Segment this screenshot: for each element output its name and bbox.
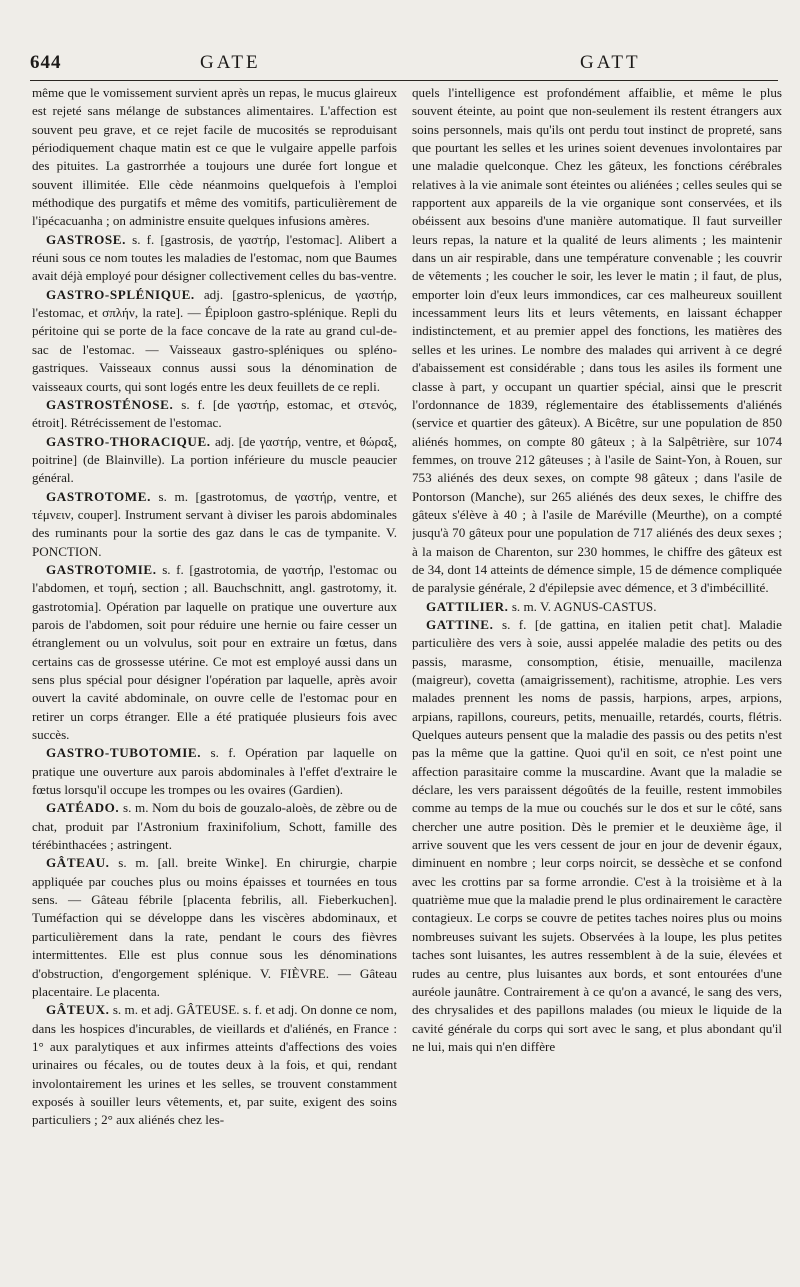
entry-text: s. m. [gastrotomus, de γαστήρ, ventre, et τέμνειν, couper]. Instrument servant à diviser les parois abdominales des ruminants pour la sortie des gaz dans le cas de tympanite. V. PONCTION. xyxy=(32,488,397,559)
entry-headword: GATTILIER. xyxy=(426,598,509,614)
entry-text: adj. [de γαστήρ, ventre, et θώραξ, poitrine] (de Blainville). La portion inférieure du muscle peaucier général. xyxy=(32,433,397,486)
dictionary-entry xyxy=(412,598,782,616)
dictionary-entry xyxy=(32,286,397,396)
entry-text: adj. [gastro-splenicus, de γαστήρ, l'estomac, et σπλήν, la rate]. — Épiploon gastro-splénique. Repli du péritoine qui se porte de la face concave de la rate au grand cul-de-sac de l'estomac. — Vaisseaux gastro-spléniques ou spléno-gastriques. Vaisseaux connus aussi sous la dénomination de vaisseaux courts, qui sont logés entre les deux feuillets de ce repli. xyxy=(32,286,397,394)
entry-headword: GATTINE. xyxy=(426,616,494,632)
entry-text: s. f. [de gattina, en italien petit chat]. Maladie particulière des vers à soie, aussi appelée maladie des petits ou des passis, marasme, consomption, étisie, menuaille, macilenza (maigreur), covetta (amaigrissement), rachitisme, atrophie. Les vers malades prennent les noms de passis, harpions, arpes, arpions, arpians, rapillons, coureurs, petits, menuaille, retardés, courts, flétris. Quelques auteurs pensent que la maladie des passis ou des petits n'est pas la même que la gattine. Quoi qu'il en soit, ce n'est point une affection parasitaire comme la muscardine. Avant que la maladie se déclare, les vers paraissent dégoûtés de la feuille, restent immobiles comme au temps de la mue ou couchés sur le dos et sur le côté, sans chercher une autre position. Dès le premier et le deuxième âge, il arrive souvent que les vers cessent de jour en jour de devenir égaux, diminuent en nombre ; leur corps noircit, se dessèche et se confond avec les crottins par sa forme arrondie. C'est à la troisième et à la quatrième mue que la maladie prend le plus ordinairement le caractère contagieux. Le corps se couvre de petites taches noires plus ou moins nombreuses suivant les sujets. Observées à la loupe, les plus petites taches sont luisantes, les autres ressemblent à de la suie, élevées et rudes au centre, plus luisantes aux bords, et sont entourées d'une auréole jaunâtre. Contrairement à ce qu'on a avancé, le sang des vers, des chrysalides et des papillons malades (ou mieux le liquide de la cavité générale du corps qui sort avec le sang, et plus abondant qu'il ne lui, mais qui n'en diffère xyxy=(412,616,782,1054)
dictionary-entry xyxy=(32,488,397,561)
dictionary-entry xyxy=(32,744,397,799)
entry-headword: GASTROSE. xyxy=(46,231,126,247)
entry-text: s. f. [gastrotomia, de γαστήρ, l'estomac ou l'abdomen, et τομή, section ; all. Bauchschnitt, angl. gastrotomy, it. gastrotomia]. Opération par laquelle on pratique une ouverture aux parois de l'abdomen, soit pour réduire une hernie ou faire cesser un étranglement ou un volvulus, soit pour en extraire un fœtus, dans certains cas de grossesse utérine. Ce mot est employé aussi dans un sens plus spécial pour désigner l'opération par laquelle, après avoir ouvert la cavité abdominale, on ouvre celle de l'estomac pour en retirer un corps étranger. Elle a été pratiquée plusieurs fois avec succès. xyxy=(32,561,397,743)
entry-text: s. m. V. AGNUS-CASTUS. xyxy=(511,598,657,614)
dictionary-entry xyxy=(32,854,397,1001)
page-number: 644 xyxy=(30,52,62,73)
dictionary-entry xyxy=(412,616,782,1056)
continued-text xyxy=(32,84,397,231)
left-running-head: GATE xyxy=(200,52,261,73)
dictionary-entry xyxy=(32,433,397,488)
entry-text: s. f. [gastrosis, de γαστήρ, l'estomac]. Alibert a réuni sous ce nom toutes les maladies de l'estomac, nom que Baumes avait déjà employé pour désigner collectivement celles du bas-ventre. xyxy=(32,231,397,284)
entry-headword: GASTROTOME. xyxy=(46,488,151,504)
entry-headword: GÂTEUX. xyxy=(46,1002,110,1018)
right-column xyxy=(412,84,782,1274)
entry-text: quels l'intelligence est profondément affaiblie, et même le plus souvent éteinte, au point que non-seulement ils restent étrangers aux soins personnels, mais qu'ils ont perdu tout instinct de propreté, sans que pourtant les selles et les urines soient devenues involontaires par une maladie quelconque. Chez les gâteux, les fonctions cérébrales relatives à la vie animale sont éteintes ou aliénées ; celles seules qui se rapportent aux appareils de la vie organique sont conservées, et ils obéissent aux besoins d'une manière automatique. Il faut surveiller leurs repas, la nature et la qualité de leurs aliments ; les maintenir dans un air respirable, dans une température convenable ; les couvrir de vêtements ; les coucher le soir, les lever le matin ; il faut, de plus, emporter loin d'eux leurs immondices, car ces malheureux souillent incessamment leurs lits et leurs vêtements, en laissant échapper indistinctement, et au premier appel des fonctions, les matières des selles et les urines. Le nombre des malades qui arrivent à ce degré d'abaissement est considérable ; dans tous les asiles ils forment une classe à part, y occupant un quartier spécial, ainsi que le prescrit l'ordonnance de 1839, réglementaire des établissements d'aliénés (service et quartier des gâteux). A Bicêtre, sur une population de 850 aliénés hommes, on compte 80 gâteux ; à la Salpêtrière, sur 1074 femmes, on trouve 212 gâteuses ; à l'asile de Saint-Yon, à Rouen, sur 753 aliénés des deux sexes, on compte 98 gâteux ; dans l'asile de Pontorson (Manche), sur 265 aliénés des deux sexes, le chiffre des gâteux s'élève à 40 ; à l'asile de Maréville (Meurthe), on a compté jusqu'à 70 gâteux pour une population de 717 aliénés des deux sexes ; à la maison de Charenton, sur 230 hommes, le chiffre des gâteux est de 34, dont 14 atteints de démence simple, 15 de démence compliquée de paralysie générale, 2 d'épilepsie avec démence, et 3 d'imbécillité. xyxy=(412,85,782,596)
right-running-head: GATT xyxy=(580,52,641,73)
entry-headword: GASTRO-THORACIQUE. xyxy=(46,433,211,449)
left-column xyxy=(32,84,397,1274)
entry-headword: GASTRO-SPLÉNIQUE. xyxy=(46,286,195,302)
entry-text: s. f. [de γαστήρ, estomac, et στενός, étroit]. Rétrécissement de l'estomac. xyxy=(32,396,397,431)
entry-headword: GÂTEAU. xyxy=(46,855,110,871)
dictionary-entry xyxy=(32,1001,397,1129)
entry-text: s. m. et adj. GÂTEUSE. s. f. et adj. On donne ce nom, dans les hospices d'incurables, de vieillards et d'aliénés, en France : 1° aux paralytiques et aux infirmes atteints d'affections des voies urinaires ou fécales, ou de toutes deux à la fois, et qui, rendant involontairement les urines et les selles, se trouvent constamment exposés à souiller leurs vêtements, et, par suite, exigent des soins particuliers ; 2° aux aliénés chez les- xyxy=(32,1002,397,1128)
entry-headword: GASTRO-TUBOTOMIE. xyxy=(46,745,202,761)
entry-headword: GASTROTOMIE. xyxy=(46,561,157,577)
entry-headword: GATÉADO. xyxy=(46,800,120,816)
dictionary-entry xyxy=(32,561,397,744)
dictionary-entry xyxy=(32,396,397,433)
entry-text: s. f. Opération par laquelle on pratique une ouverture aux parois abdominales à l'effet d'extraire le fœtus lorsqu'il occupe les trompes ou les ovaires (Gardien). xyxy=(32,745,397,798)
entry-text: s. m. [all. breite Winke]. En chirurgie, charpie appliquée par couches plus ou moins épaisses et tournées en tous sens. — Gâteau fébrile [placenta febrilis, all. Fieberkuchen]. Tuméfaction qui se développe dans les viscères abdominaux, et particulièrement dans la rate, pendant le cours des fièvres intermittentes. Elle est plus connue sous les dénominations d'obstruction, d'engorgement splénique. V. FIÈVRE. — Gâteau placentaire. Le placenta. xyxy=(32,855,397,999)
continued-text xyxy=(412,84,782,598)
entry-headword: GASTROSTÉNOSE. xyxy=(46,396,174,412)
entry-text: même que le vomissement survient après un repas, le mucus glaireux est rejeté sans mélange de substances alimentaires. L'affection est souvent peu grave, et ce rejet facile de mucosités se reproduisant périodiquement chaque matin est ce que le vulgaire appelle parfois des pituites. La gastrorrhée a toujours une durée fort longue et souvent illimitée. Elle cède néanmoins quelquefois à l'emploi méthodique des purgatifs et même des vomitifs, particulièrement de l'ipécacuanha ; on administre ensuite quelques infusions amères. xyxy=(32,85,397,229)
dictionary-entry xyxy=(32,799,397,854)
running-header xyxy=(30,52,778,78)
dictionary-entry xyxy=(32,231,397,286)
header-rule xyxy=(30,80,778,81)
entry-text: s. m. Nom du bois de gouzalo-aloès, de zèbre ou de chat, produit par l'Astronium fraxinifolium, Schott, famille des térébinthacées ; astringent. xyxy=(32,800,397,853)
